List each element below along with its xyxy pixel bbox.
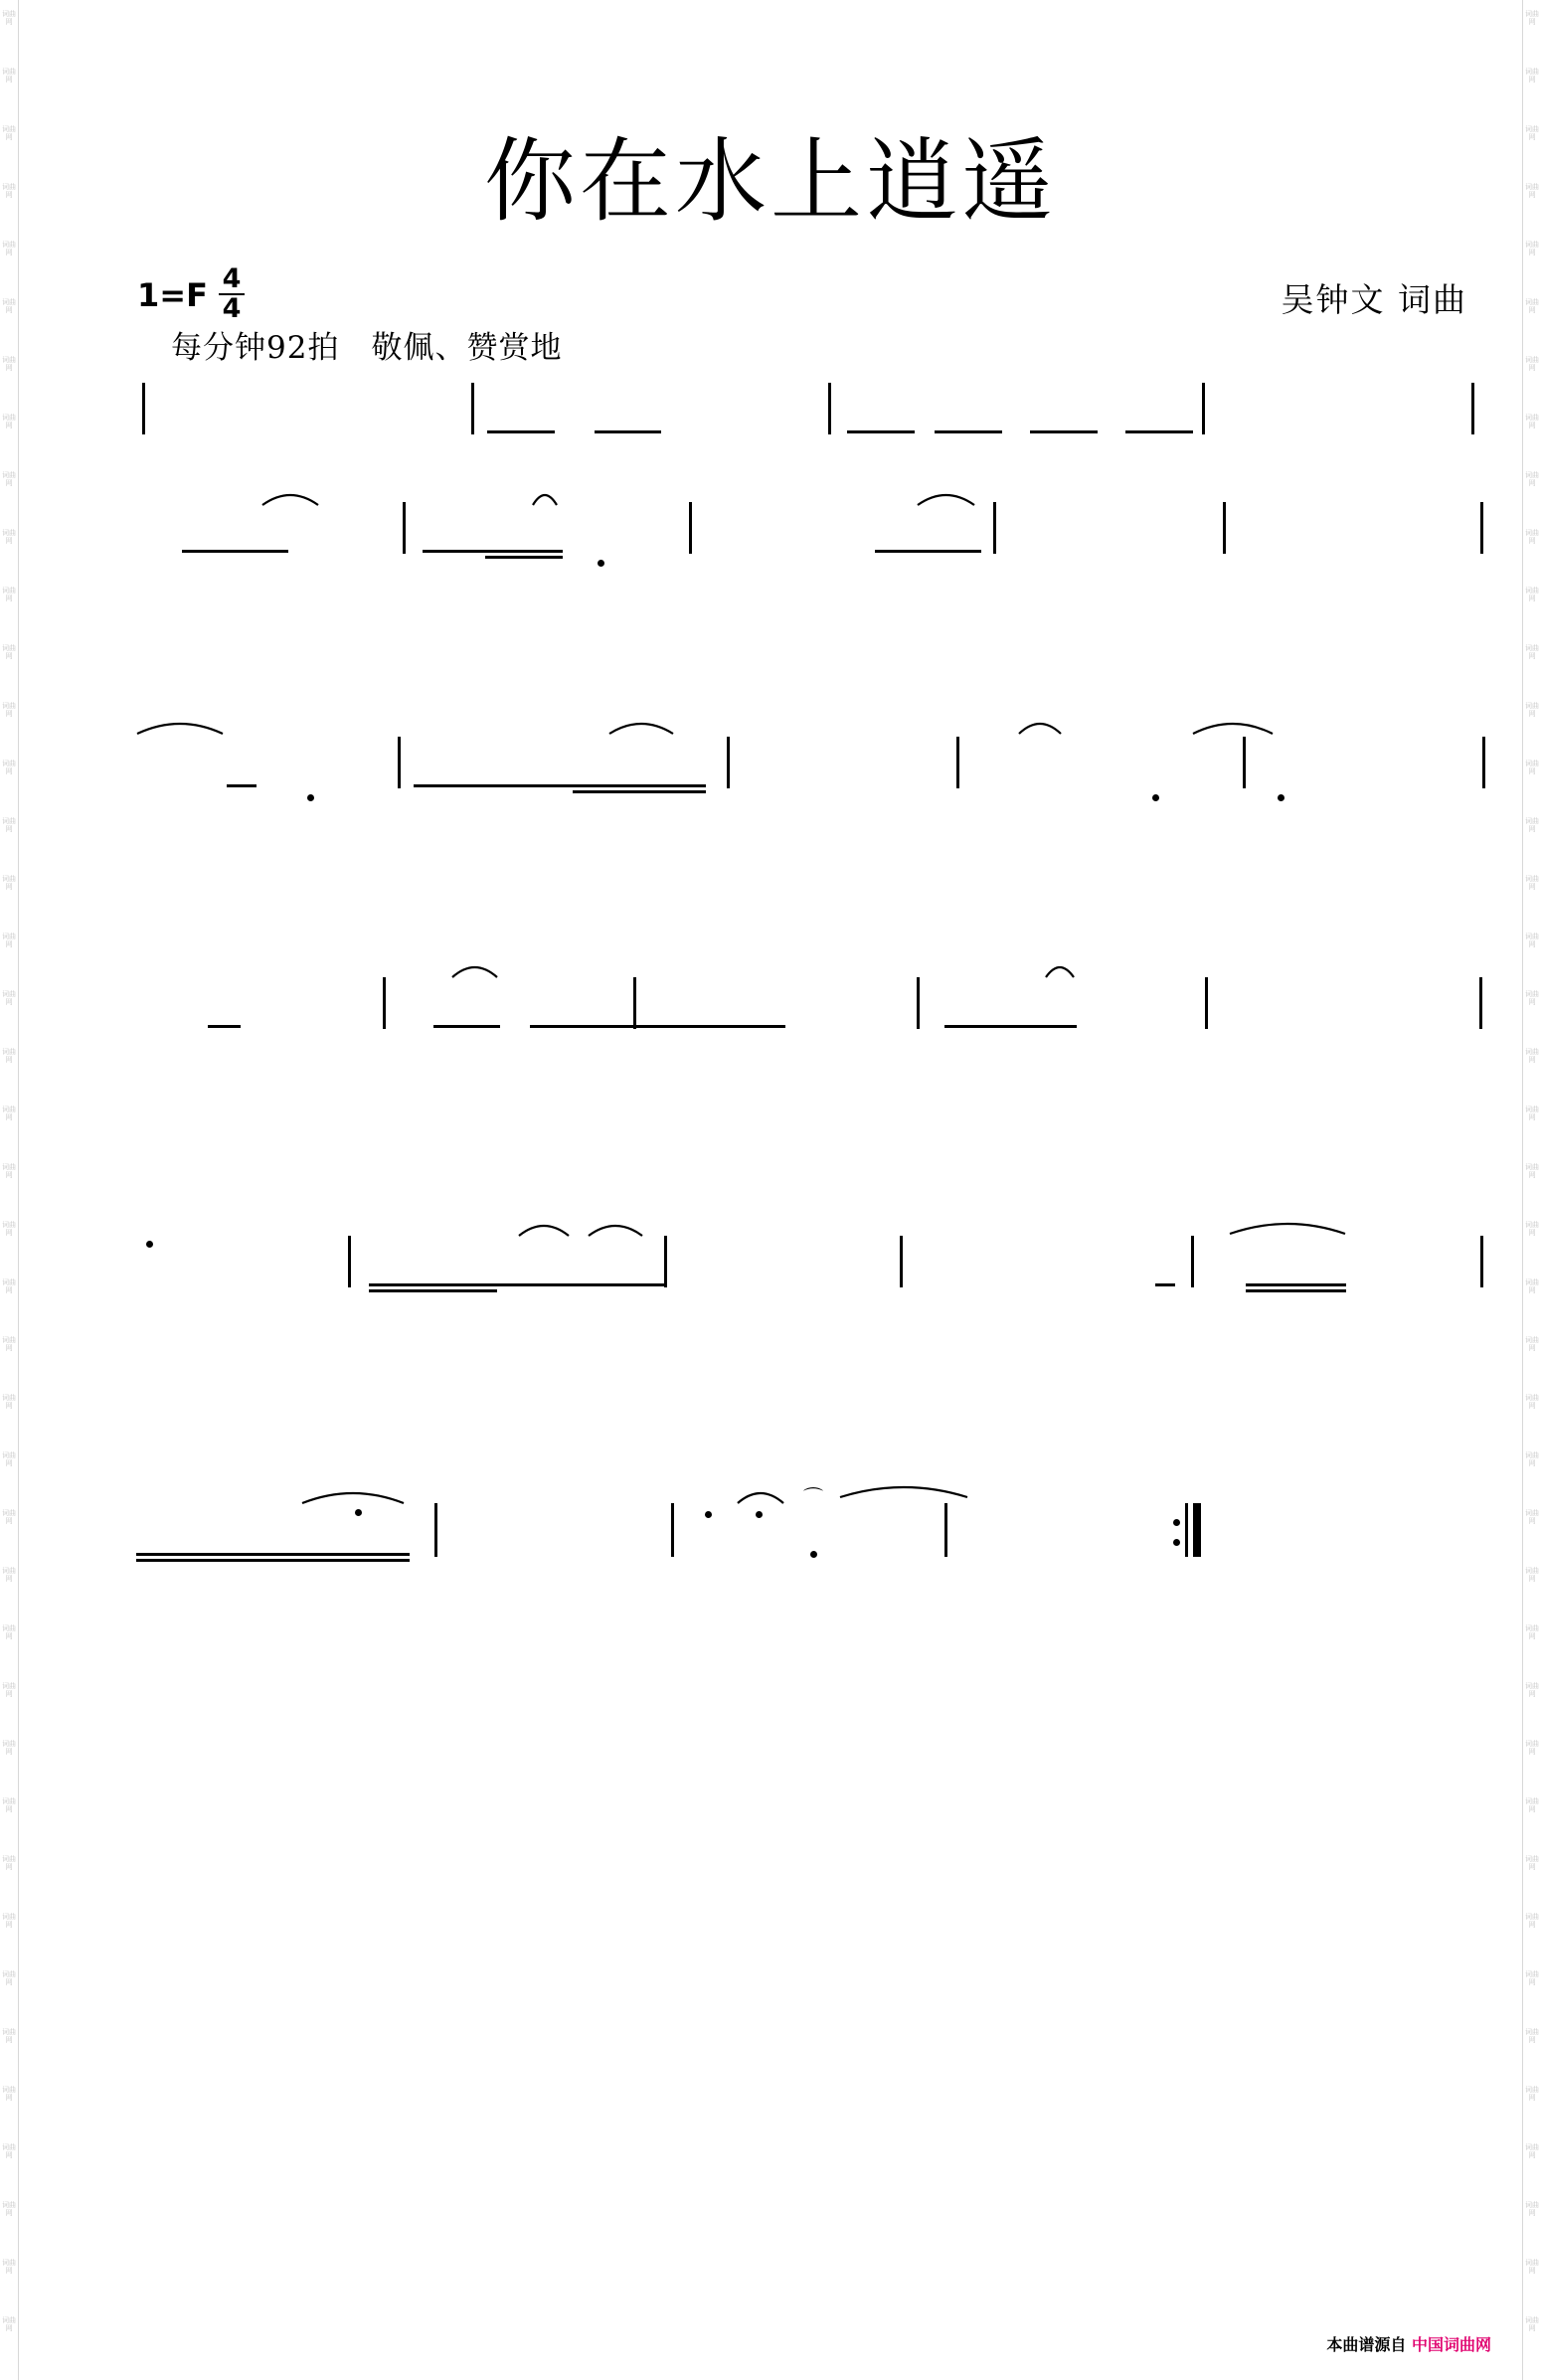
barline: [664, 1236, 667, 1287]
octave-dot: [810, 1551, 817, 1558]
duration-underline: [875, 550, 981, 553]
barline: [689, 502, 692, 554]
octave-dot: [756, 1511, 763, 1518]
watermark-text: 词曲网: [1525, 1451, 1539, 1467]
barline: [348, 1236, 351, 1287]
watermark-text: 词曲网: [2, 241, 16, 256]
barline: [1205, 977, 1208, 1029]
watermark-text: 词曲网: [1525, 241, 1539, 256]
barline: [956, 737, 959, 788]
watermark-text: 词曲网: [2, 125, 16, 141]
barline: [1191, 1236, 1194, 1287]
barline: [471, 383, 474, 434]
watermark-text: 词曲网: [1525, 702, 1539, 718]
barline: [633, 977, 636, 1029]
watermark-text: 词曲网: [2, 2259, 16, 2275]
watermark-text: 词曲网: [2, 298, 16, 314]
watermark-text: 词曲网: [2, 1913, 16, 1929]
barline: [434, 1503, 437, 1557]
duration-underline: [935, 430, 1002, 433]
duration-underline: [208, 1025, 241, 1028]
watermark-text: 词曲网: [1525, 1048, 1539, 1064]
octave-dot: [1278, 794, 1284, 801]
watermark-text: 词曲网: [2, 1740, 16, 1756]
watermark-text: 词曲网: [1525, 2143, 1539, 2159]
duration-underline: [1246, 1289, 1346, 1292]
watermark-text: 词曲网: [1525, 1913, 1539, 1929]
barline: [828, 383, 831, 434]
watermark-text: 词曲网: [2, 1105, 16, 1121]
time-signature-bottom: 4: [222, 293, 242, 324]
watermark-text: 词曲网: [1525, 10, 1539, 26]
slur: [135, 718, 225, 736]
slur: [260, 489, 320, 507]
barline: [1480, 1236, 1483, 1287]
watermark-text: 词曲网: [2, 1567, 16, 1583]
slur: [916, 489, 976, 507]
watermark-text: 词曲网: [1525, 183, 1539, 199]
watermark-text: 词曲网: [2, 817, 16, 833]
duration-underline: [369, 1283, 666, 1286]
watermark-text: 词曲网: [1525, 587, 1539, 602]
footer-site: 中国词曲网: [1411, 2335, 1491, 2354]
watermark-text: 词曲网: [1525, 1740, 1539, 1756]
octave-dot: [307, 794, 314, 801]
watermark-text: 词曲网: [2, 1451, 16, 1467]
watermark-text: 词曲网: [1525, 1163, 1539, 1179]
barline: [944, 1503, 947, 1557]
watermark-text: 词曲网: [2, 1394, 16, 1410]
time-signature-top: 4: [222, 263, 242, 294]
duration-underline: [136, 1559, 410, 1562]
watermark-text: 词曲网: [1525, 1855, 1539, 1871]
watermark-text: 词曲网: [1525, 1509, 1539, 1525]
watermark-text: 词曲网: [2, 356, 16, 372]
barline: [1243, 737, 1246, 788]
octave-dot: [705, 1511, 712, 1518]
barline: [917, 977, 920, 1029]
watermark-text: 词曲网: [1525, 1221, 1539, 1237]
slur: [736, 1487, 785, 1505]
watermark-text: 词曲网: [1525, 125, 1539, 141]
watermark-text: 词曲网: [1525, 1567, 1539, 1583]
octave-dot: [598, 560, 604, 567]
watermark-text: 词曲网: [1525, 2259, 1539, 2275]
barline: [900, 1236, 903, 1287]
key-signature: 1=F: [137, 276, 208, 314]
slur: [1191, 718, 1275, 736]
barline: [993, 502, 996, 554]
watermark-text: 词曲网: [2, 1509, 16, 1525]
duration-underline: [485, 556, 563, 559]
watermark-text: 词曲网: [2, 933, 16, 948]
barline: [398, 737, 401, 788]
watermark-text: 词曲网: [2, 2201, 16, 2217]
barline: [403, 502, 406, 554]
duration-underline: [433, 1025, 500, 1028]
slur: [517, 1220, 571, 1238]
duration-underline: [414, 784, 706, 787]
duration-underline: [1246, 1283, 1346, 1286]
barline: [1471, 383, 1474, 434]
watermark-text: 词曲网: [1525, 1105, 1539, 1121]
fermata-symbol: ⌒: [803, 1485, 823, 1509]
watermark-text: 词曲网: [2, 1624, 16, 1640]
watermark-text: 词曲网: [2, 2143, 16, 2159]
watermark-text: 词曲网: [1525, 875, 1539, 891]
duration-underline: [227, 784, 257, 787]
slur: [587, 1220, 644, 1238]
watermark-text: 词曲网: [1525, 1682, 1539, 1698]
duration-underline: [847, 430, 915, 433]
watermark-text: 词曲网: [1525, 1278, 1539, 1294]
duration-underline: [1125, 430, 1193, 433]
watermark-text: 词曲网: [2, 1336, 16, 1352]
watermark-text: 词曲网: [2, 702, 16, 718]
watermark-text: 词曲网: [1525, 1394, 1539, 1410]
slur: [1044, 961, 1076, 979]
slur: [1228, 1218, 1347, 1236]
watermark-text: 词曲网: [2, 1163, 16, 1179]
slur: [838, 1481, 969, 1499]
watermark-text: 词曲网: [1525, 68, 1539, 84]
time-signature: [219, 263, 245, 324]
barline: [383, 977, 386, 1029]
watermark-text: 词曲网: [1525, 1797, 1539, 1813]
duration-underline: [136, 1553, 410, 1556]
watermark-text: 词曲网: [2, 2086, 16, 2102]
barline: [1185, 1503, 1188, 1557]
barline: [1223, 502, 1226, 554]
watermark-text: 词曲网: [2, 183, 16, 199]
watermark-text: 词曲网: [2, 990, 16, 1006]
watermark-text: 词曲网: [2, 1970, 16, 1986]
barline: [1480, 502, 1483, 554]
watermark-text: 词曲网: [2, 587, 16, 602]
slur: [1017, 718, 1063, 736]
watermark-text: 词曲网: [1525, 2028, 1539, 2044]
watermark-text: 词曲网: [2, 2028, 16, 2044]
duration-underline: [1155, 1283, 1175, 1286]
watermark-text: 词曲网: [2, 1855, 16, 1871]
watermark-text: 词曲网: [1525, 933, 1539, 948]
watermark-text: 词曲网: [1525, 414, 1539, 429]
watermark-text: 词曲网: [1525, 644, 1539, 660]
watermark-text: 词曲网: [2, 1221, 16, 1237]
watermark-text: 词曲网: [2, 875, 16, 891]
watermark-text: 词曲网: [2, 1278, 16, 1294]
watermark-text: 词曲网: [1525, 1624, 1539, 1640]
footer-prefix: 本曲谱源自: [1326, 2335, 1407, 2354]
duration-underline: [369, 1289, 497, 1292]
repeat-dot: [1173, 1539, 1180, 1546]
slur: [531, 489, 559, 507]
barline: [1202, 383, 1205, 434]
watermark-text: 词曲网: [1525, 2201, 1539, 2217]
duration-underline: [595, 430, 661, 433]
song-title: 你在水上逍遥: [483, 128, 1057, 235]
watermark-text: 词曲网: [1525, 529, 1539, 545]
final-barline-thick: [1195, 1503, 1201, 1557]
watermark-text: 词曲网: [1525, 356, 1539, 372]
watermark-text: 词曲网: [2, 10, 16, 26]
watermark-text: 词曲网: [1525, 2086, 1539, 2102]
slur: [300, 1487, 406, 1505]
watermark-text: 词曲网: [1525, 471, 1539, 487]
watermark-text: 词曲网: [1525, 760, 1539, 775]
watermark-text: 词曲网: [1525, 1336, 1539, 1352]
barline: [142, 383, 145, 434]
watermark-text: 词曲网: [1525, 817, 1539, 833]
watermark-text: 词曲网: [2, 1797, 16, 1813]
left-margin-strip: [0, 0, 19, 2380]
right-margin-strip: [1522, 0, 1541, 2380]
watermark-text: 词曲网: [2, 1682, 16, 1698]
watermark-text: 词曲网: [2, 471, 16, 487]
duration-underline: [487, 430, 555, 433]
watermark-text: 词曲网: [2, 1048, 16, 1064]
duration-underline: [423, 550, 563, 553]
watermark-text: 词曲网: [2, 68, 16, 84]
watermark-text: 词曲网: [1525, 2316, 1539, 2332]
duration-underline: [182, 550, 288, 553]
duration-underline: [530, 1025, 785, 1028]
tempo-marking: 每分钟92拍 敬佩、赞赏地: [171, 330, 563, 366]
slur: [607, 718, 675, 736]
barline: [727, 737, 730, 788]
repeat-dot: [1173, 1519, 1180, 1526]
barline: [1482, 737, 1485, 788]
watermark-text: 词曲网: [2, 644, 16, 660]
octave-dot: [146, 1241, 153, 1248]
octave-dot: [355, 1509, 362, 1516]
duration-underline: [573, 790, 706, 793]
watermark-text: 词曲网: [2, 529, 16, 545]
watermark-text: 词曲网: [1525, 990, 1539, 1006]
watermark-text: 词曲网: [1525, 298, 1539, 314]
watermark-text: 词曲网: [2, 2316, 16, 2332]
octave-dot: [1152, 794, 1159, 801]
duration-underline: [1030, 430, 1098, 433]
duration-underline: [944, 1025, 1077, 1028]
watermark-text: 词曲网: [1525, 1970, 1539, 1986]
barline: [1479, 977, 1482, 1029]
composer-credit: 吴钟文 词曲: [1281, 280, 1467, 319]
barline: [671, 1503, 674, 1557]
watermark-text: 词曲网: [2, 760, 16, 775]
slur: [450, 961, 499, 979]
source-footer: [1326, 2332, 1491, 2355]
watermark-text: 词曲网: [2, 414, 16, 429]
